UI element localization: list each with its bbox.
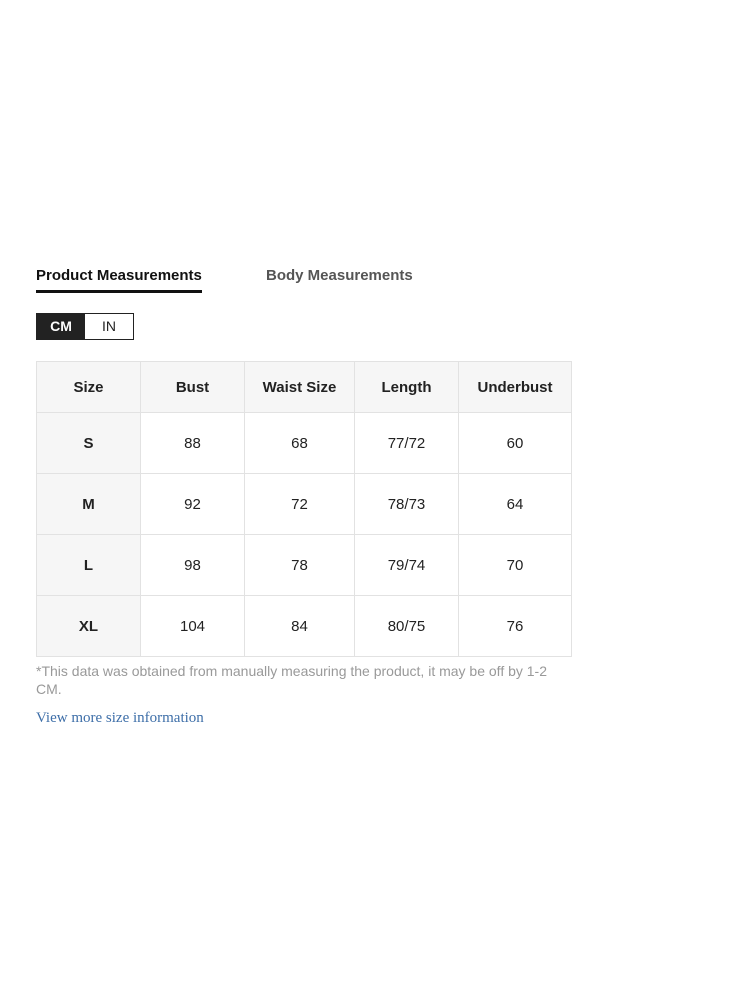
bust-cell: 92 [141, 474, 245, 535]
table-row [37, 413, 572, 474]
underbust-cell: 70 [459, 535, 572, 596]
bust-cell: 88 [141, 413, 245, 474]
waist-cell: 68 [245, 413, 355, 474]
length-cell: 77/72 [355, 413, 459, 474]
measurement-tabs [36, 266, 456, 294]
size-table [36, 361, 572, 657]
waist-cell: 72 [245, 474, 355, 535]
view-more-size-info-link[interactable]: View more size information [36, 710, 204, 726]
underbust-cell: 76 [459, 596, 572, 657]
size-cell: XL [37, 596, 141, 657]
underbust-cell: 64 [459, 474, 572, 535]
tab-product-measurements[interactable]: Product Measurements [36, 266, 202, 293]
measurement-disclaimer: *This data was obtained from manually measuring the product, it may be off by 1-2 CM. [36, 663, 548, 697]
size-cell: M [37, 474, 141, 535]
unit-cm-button[interactable]: CM [37, 314, 85, 339]
table-row [37, 596, 572, 657]
header-waist-size: Waist Size [245, 362, 355, 413]
header-length: Length [355, 362, 459, 413]
size-cell: S [37, 413, 141, 474]
table-row [37, 474, 572, 535]
bust-cell: 104 [141, 596, 245, 657]
waist-cell: 84 [245, 596, 355, 657]
table-row [37, 535, 572, 596]
waist-cell: 78 [245, 535, 355, 596]
underbust-cell: 60 [459, 413, 572, 474]
unit-in-button[interactable]: IN [85, 314, 133, 339]
length-cell: 78/73 [355, 474, 459, 535]
length-cell: 80/75 [355, 596, 459, 657]
size-cell: L [37, 535, 141, 596]
header-bust: Bust [141, 362, 245, 413]
header-underbust: Underbust [459, 362, 572, 413]
length-cell: 79/74 [355, 535, 459, 596]
table-header-row [37, 362, 572, 413]
tab-body-measurements[interactable]: Body Measurements [266, 267, 413, 284]
header-size: Size [37, 362, 141, 413]
bust-cell: 98 [141, 535, 245, 596]
unit-toggle [36, 313, 134, 340]
